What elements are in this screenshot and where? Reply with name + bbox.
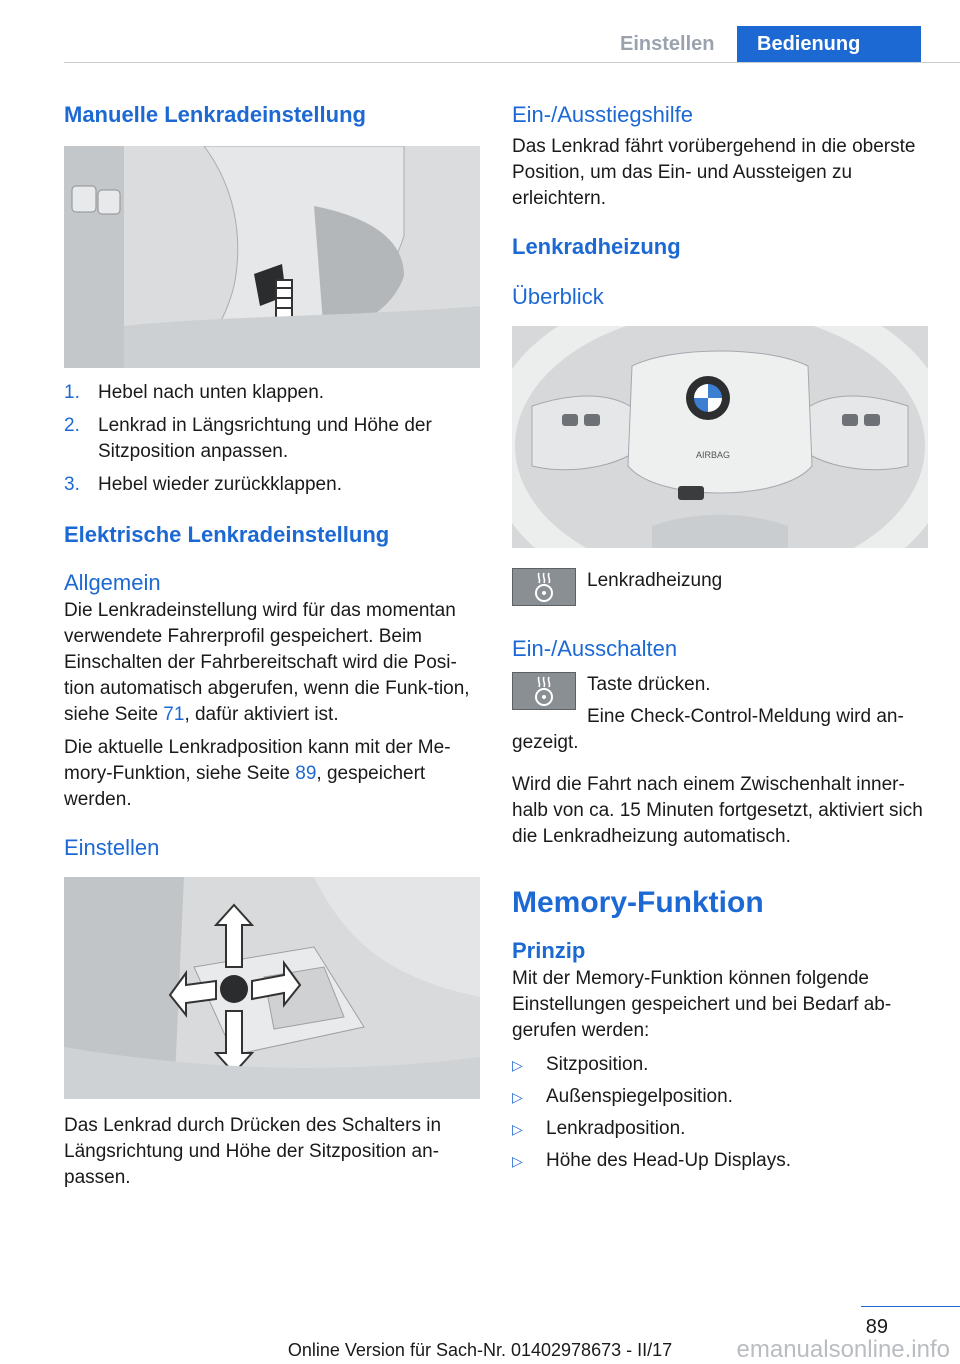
step-item bbox=[64, 413, 480, 465]
list-item-text: Außenspiegelposition. bbox=[546, 1086, 733, 1107]
lever-illustration-svg bbox=[64, 146, 480, 368]
list-item bbox=[512, 1052, 928, 1078]
step-item bbox=[64, 380, 480, 406]
step-item bbox=[64, 472, 480, 498]
heating-icon-label: Lenkradheizung bbox=[587, 570, 723, 591]
general-paragraph bbox=[64, 598, 480, 728]
press-button-text: Taste drücken. bbox=[587, 674, 711, 695]
heating-icon-row bbox=[512, 568, 928, 606]
list-item bbox=[512, 1116, 928, 1142]
principle-paragraph: Mit der Memory-Funktion können folgende Einstellungen gespeichert und bei Bedarf ab-gerufen werden: bbox=[512, 968, 892, 1041]
heated-wheel-button-icon bbox=[512, 568, 576, 606]
triangle-bullet-icon: ▷ bbox=[512, 1057, 523, 1073]
tab-bedienung[interactable]: Bedienung bbox=[737, 26, 921, 62]
resume-paragraph: Wird die Fahrt nach einem Zwischenhalt inner-halb von ca. 15 Minuten fortgesetzt, aktiviert sich die Lenkradheizung automatisch. bbox=[512, 774, 923, 847]
step-text: Lenkrad in Längsrichtung und Höhe der Sitzposition anpassen. bbox=[98, 415, 432, 462]
steering-wheel-svg bbox=[512, 326, 928, 548]
right-column bbox=[512, 100, 928, 1180]
heading-adjust: Einstellen bbox=[64, 835, 160, 860]
memory-items-list bbox=[512, 1052, 928, 1174]
watermark: emanualsonline.info bbox=[736, 1336, 950, 1363]
check-control-text: Eine Check-Control-Meldung wird an-gezeigt. bbox=[512, 706, 904, 753]
page-number: 89 bbox=[865, 1316, 888, 1338]
easy-entry-paragraph: Das Lenkrad fährt vorübergehend in die oberste Position, um das Ein- und Aussteigen zu erleichtern. bbox=[512, 136, 916, 209]
triangle-bullet-icon: ▷ bbox=[512, 1121, 523, 1137]
general-text-b: , dafür aktiviert ist. bbox=[184, 704, 339, 725]
heading-manual-adjust: Manuelle Lenkradeinstellung bbox=[64, 102, 366, 127]
heated-wheel-button-icon-2 bbox=[512, 672, 576, 710]
memory-text-b: , gespeichert werden. bbox=[64, 763, 426, 810]
list-item-text: Lenkradposition. bbox=[546, 1118, 686, 1139]
steering-wheel-illustration bbox=[512, 326, 928, 548]
list-item-text: Höhe des Head-Up Displays. bbox=[546, 1150, 792, 1171]
adjust-paragraph: Das Lenkrad durch Drücken des Schalters in Längsrichtung und Höhe der Sitzposition an-passen. bbox=[64, 1115, 442, 1188]
header-rule bbox=[64, 62, 960, 63]
heading-overview: Überblick bbox=[512, 284, 604, 309]
triangle-bullet-icon: ▷ bbox=[512, 1153, 523, 1169]
general-text-a: Die Lenkradeinstellung wird für das momentan verwendete Fahrerprofil gespeichert. Beim Einschalten der Fahrbereitschaft wird die Posi-tion automatisch abgerufen, wenn die Funk-tion, siehe Seite bbox=[64, 600, 470, 725]
heading-switch: Ein-/Ausschalten bbox=[512, 636, 678, 661]
heading-wheel-heating: Lenkradheizung bbox=[512, 234, 681, 259]
memory-text-a: Die aktuelle Lenkradposition kann mit der Me-mory-Funktion, siehe Seite bbox=[64, 737, 451, 784]
heated-steering-wheel-icon bbox=[513, 673, 575, 709]
heated-steering-wheel-icon bbox=[513, 569, 575, 605]
heading-general: Allgemein bbox=[64, 570, 161, 595]
manual-steps-list bbox=[64, 380, 480, 498]
page-link-89[interactable]: 89 bbox=[295, 763, 317, 784]
step-number: 1. bbox=[64, 382, 80, 403]
switch-illustration-svg bbox=[64, 877, 480, 1099]
heading-electric-adjust: Elektrische Lenkradeinstellung bbox=[64, 522, 390, 547]
switch-instruction bbox=[512, 672, 928, 756]
airbag-label: AIRBAG bbox=[696, 450, 731, 460]
heading-principle: Prinzip bbox=[512, 938, 586, 963]
manual-lever-illustration bbox=[64, 146, 480, 368]
page-link-71[interactable]: 71 bbox=[163, 704, 185, 725]
step-number: 2. bbox=[64, 415, 80, 436]
step-number: 3. bbox=[64, 474, 80, 495]
tab-einstellen[interactable]: Einstellen bbox=[620, 33, 715, 55]
heading-easy-entry: Ein-/Ausstiegshilfe bbox=[512, 102, 693, 127]
step-text: Hebel wieder zurückklappen. bbox=[98, 474, 342, 495]
left-column bbox=[64, 100, 480, 1191]
footer-rule bbox=[861, 1306, 960, 1307]
list-item bbox=[512, 1084, 928, 1110]
electric-switch-illustration bbox=[64, 877, 480, 1099]
memory-paragraph bbox=[64, 735, 480, 813]
step-text: Hebel nach unten klappen. bbox=[98, 382, 325, 403]
footer-text: Online Version für Sach-Nr. 01402978673 - II/17 bbox=[287, 1340, 673, 1360]
list-item bbox=[512, 1148, 928, 1174]
heading-memory-function: Memory-Funktion bbox=[512, 886, 764, 919]
triangle-bullet-icon: ▷ bbox=[512, 1089, 523, 1105]
list-item-text: Sitzposition. bbox=[546, 1054, 649, 1075]
